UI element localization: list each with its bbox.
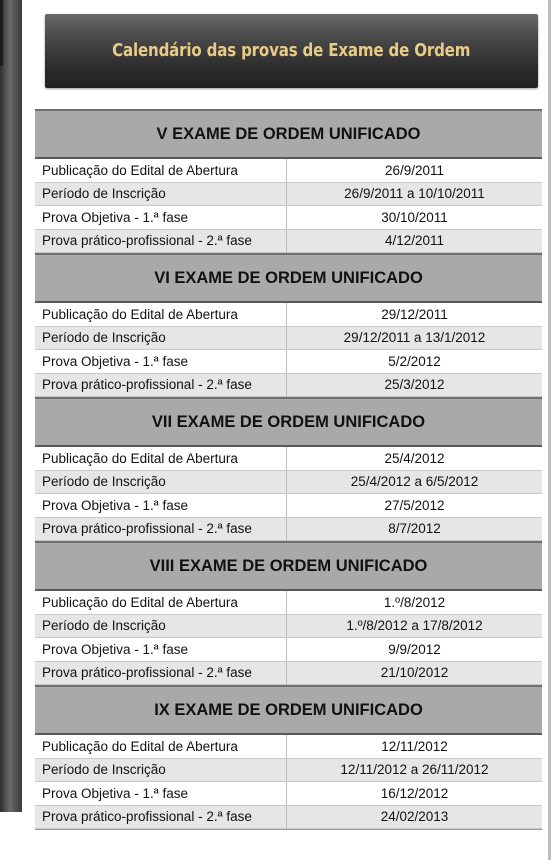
row-value: 8/7/2012 <box>388 521 441 537</box>
table-row <box>35 206 542 230</box>
row-value: 24/02/2013 <box>380 809 449 825</box>
table-row <box>35 782 542 806</box>
row-label: Período de Inscrição <box>35 183 287 206</box>
row-value: 1.º/8/2012 a 17/8/2012 <box>346 618 483 634</box>
row-value: 27/5/2012 <box>384 497 445 513</box>
row-label: Publicação do Edital de Abertura <box>35 303 287 326</box>
row-label: Prova prático-profissional - 2.ª fase <box>35 518 287 541</box>
row-value: 16/12/2012 <box>380 785 449 801</box>
table-row <box>35 735 542 759</box>
row-label: Publicação do Edital de Abertura <box>35 447 287 470</box>
exam-header: VIII EXAME DE ORDEM UNIFICADO <box>35 541 542 591</box>
table-row <box>35 471 542 495</box>
table-row <box>35 615 542 639</box>
table-row <box>35 759 542 783</box>
row-value: 5/2/2012 <box>388 353 441 369</box>
table-row <box>35 638 542 662</box>
table-row <box>35 447 542 471</box>
table-row <box>35 327 542 351</box>
row-label: Prova prático-profissional - 2.ª fase <box>35 662 287 685</box>
page-title: Calendário das provas de Exame de Ordem <box>112 41 471 61</box>
exam-header: VI EXAME DE ORDEM UNIFICADO <box>35 253 542 303</box>
row-value: 26/9/2011 <box>384 162 445 178</box>
row-label: Prova Objetiva - 1.ª fase <box>35 782 287 805</box>
row-value: 9/9/2012 <box>388 641 441 657</box>
table-row <box>35 230 542 254</box>
table-row <box>35 494 542 518</box>
row-label: Período de Inscrição <box>35 327 287 350</box>
row-value: 25/4/2012 <box>384 450 445 466</box>
row-label: Publicação do Edital de Abertura <box>35 591 287 614</box>
left-decorative-bar <box>0 0 22 812</box>
row-label: Prova prático-profissional - 2.ª fase <box>35 230 287 253</box>
row-label: Prova Objetiva - 1.ª fase <box>35 206 287 229</box>
row-value: 30/10/2011 <box>381 209 448 225</box>
table-row <box>35 374 542 398</box>
table-row <box>35 159 542 183</box>
table-row <box>35 350 542 374</box>
table-row <box>35 662 542 686</box>
row-value: 1.º/8/2012 <box>383 594 446 610</box>
row-label: Publicação do Edital de Abertura <box>35 735 287 758</box>
row-label: Período de Inscrição <box>35 759 287 782</box>
row-value: 12/11/2012 <box>381 738 448 754</box>
row-label: Prova prático-profissional - 2.ª fase <box>35 374 287 397</box>
row-label: Período de Inscrição <box>35 471 287 494</box>
exam-header: IX EXAME DE ORDEM UNIFICADO <box>35 685 542 735</box>
table-row <box>35 518 542 542</box>
table-row <box>35 591 542 615</box>
exam-calendar-table <box>35 109 542 830</box>
row-value: 12/11/2012 a 26/11/2012 <box>340 762 489 778</box>
table-bottom-border <box>35 829 542 830</box>
row-value: 4/12/2011 <box>384 233 445 249</box>
row-label: Prova Objetiva - 1.ª fase <box>35 350 287 373</box>
row-value: 25/4/2012 a 6/5/2012 <box>350 474 479 490</box>
exam-header: VII EXAME DE ORDEM UNIFICADO <box>35 397 542 447</box>
row-value: 29/12/2011 <box>381 306 448 322</box>
row-value: 26/9/2011 a 10/10/2011 <box>344 186 485 202</box>
title-banner <box>45 14 538 88</box>
row-value: 21/10/2012 <box>380 665 449 681</box>
row-label: Prova prático-profissional - 2.ª fase <box>35 806 287 829</box>
row-label: Publicação do Edital de Abertura <box>35 159 287 182</box>
row-value: 25/3/2012 <box>384 377 445 393</box>
row-label: Prova Objetiva - 1.ª fase <box>35 494 287 517</box>
table-row <box>35 806 542 830</box>
table-row <box>35 183 542 207</box>
table-row <box>35 303 542 327</box>
row-label: Período de Inscrição <box>35 615 287 638</box>
row-value: 29/12/2011 a 13/1/2012 <box>343 330 486 346</box>
exam-header: V EXAME DE ORDEM UNIFICADO <box>35 109 542 159</box>
row-label: Prova Objetiva - 1.ª fase <box>35 638 287 661</box>
